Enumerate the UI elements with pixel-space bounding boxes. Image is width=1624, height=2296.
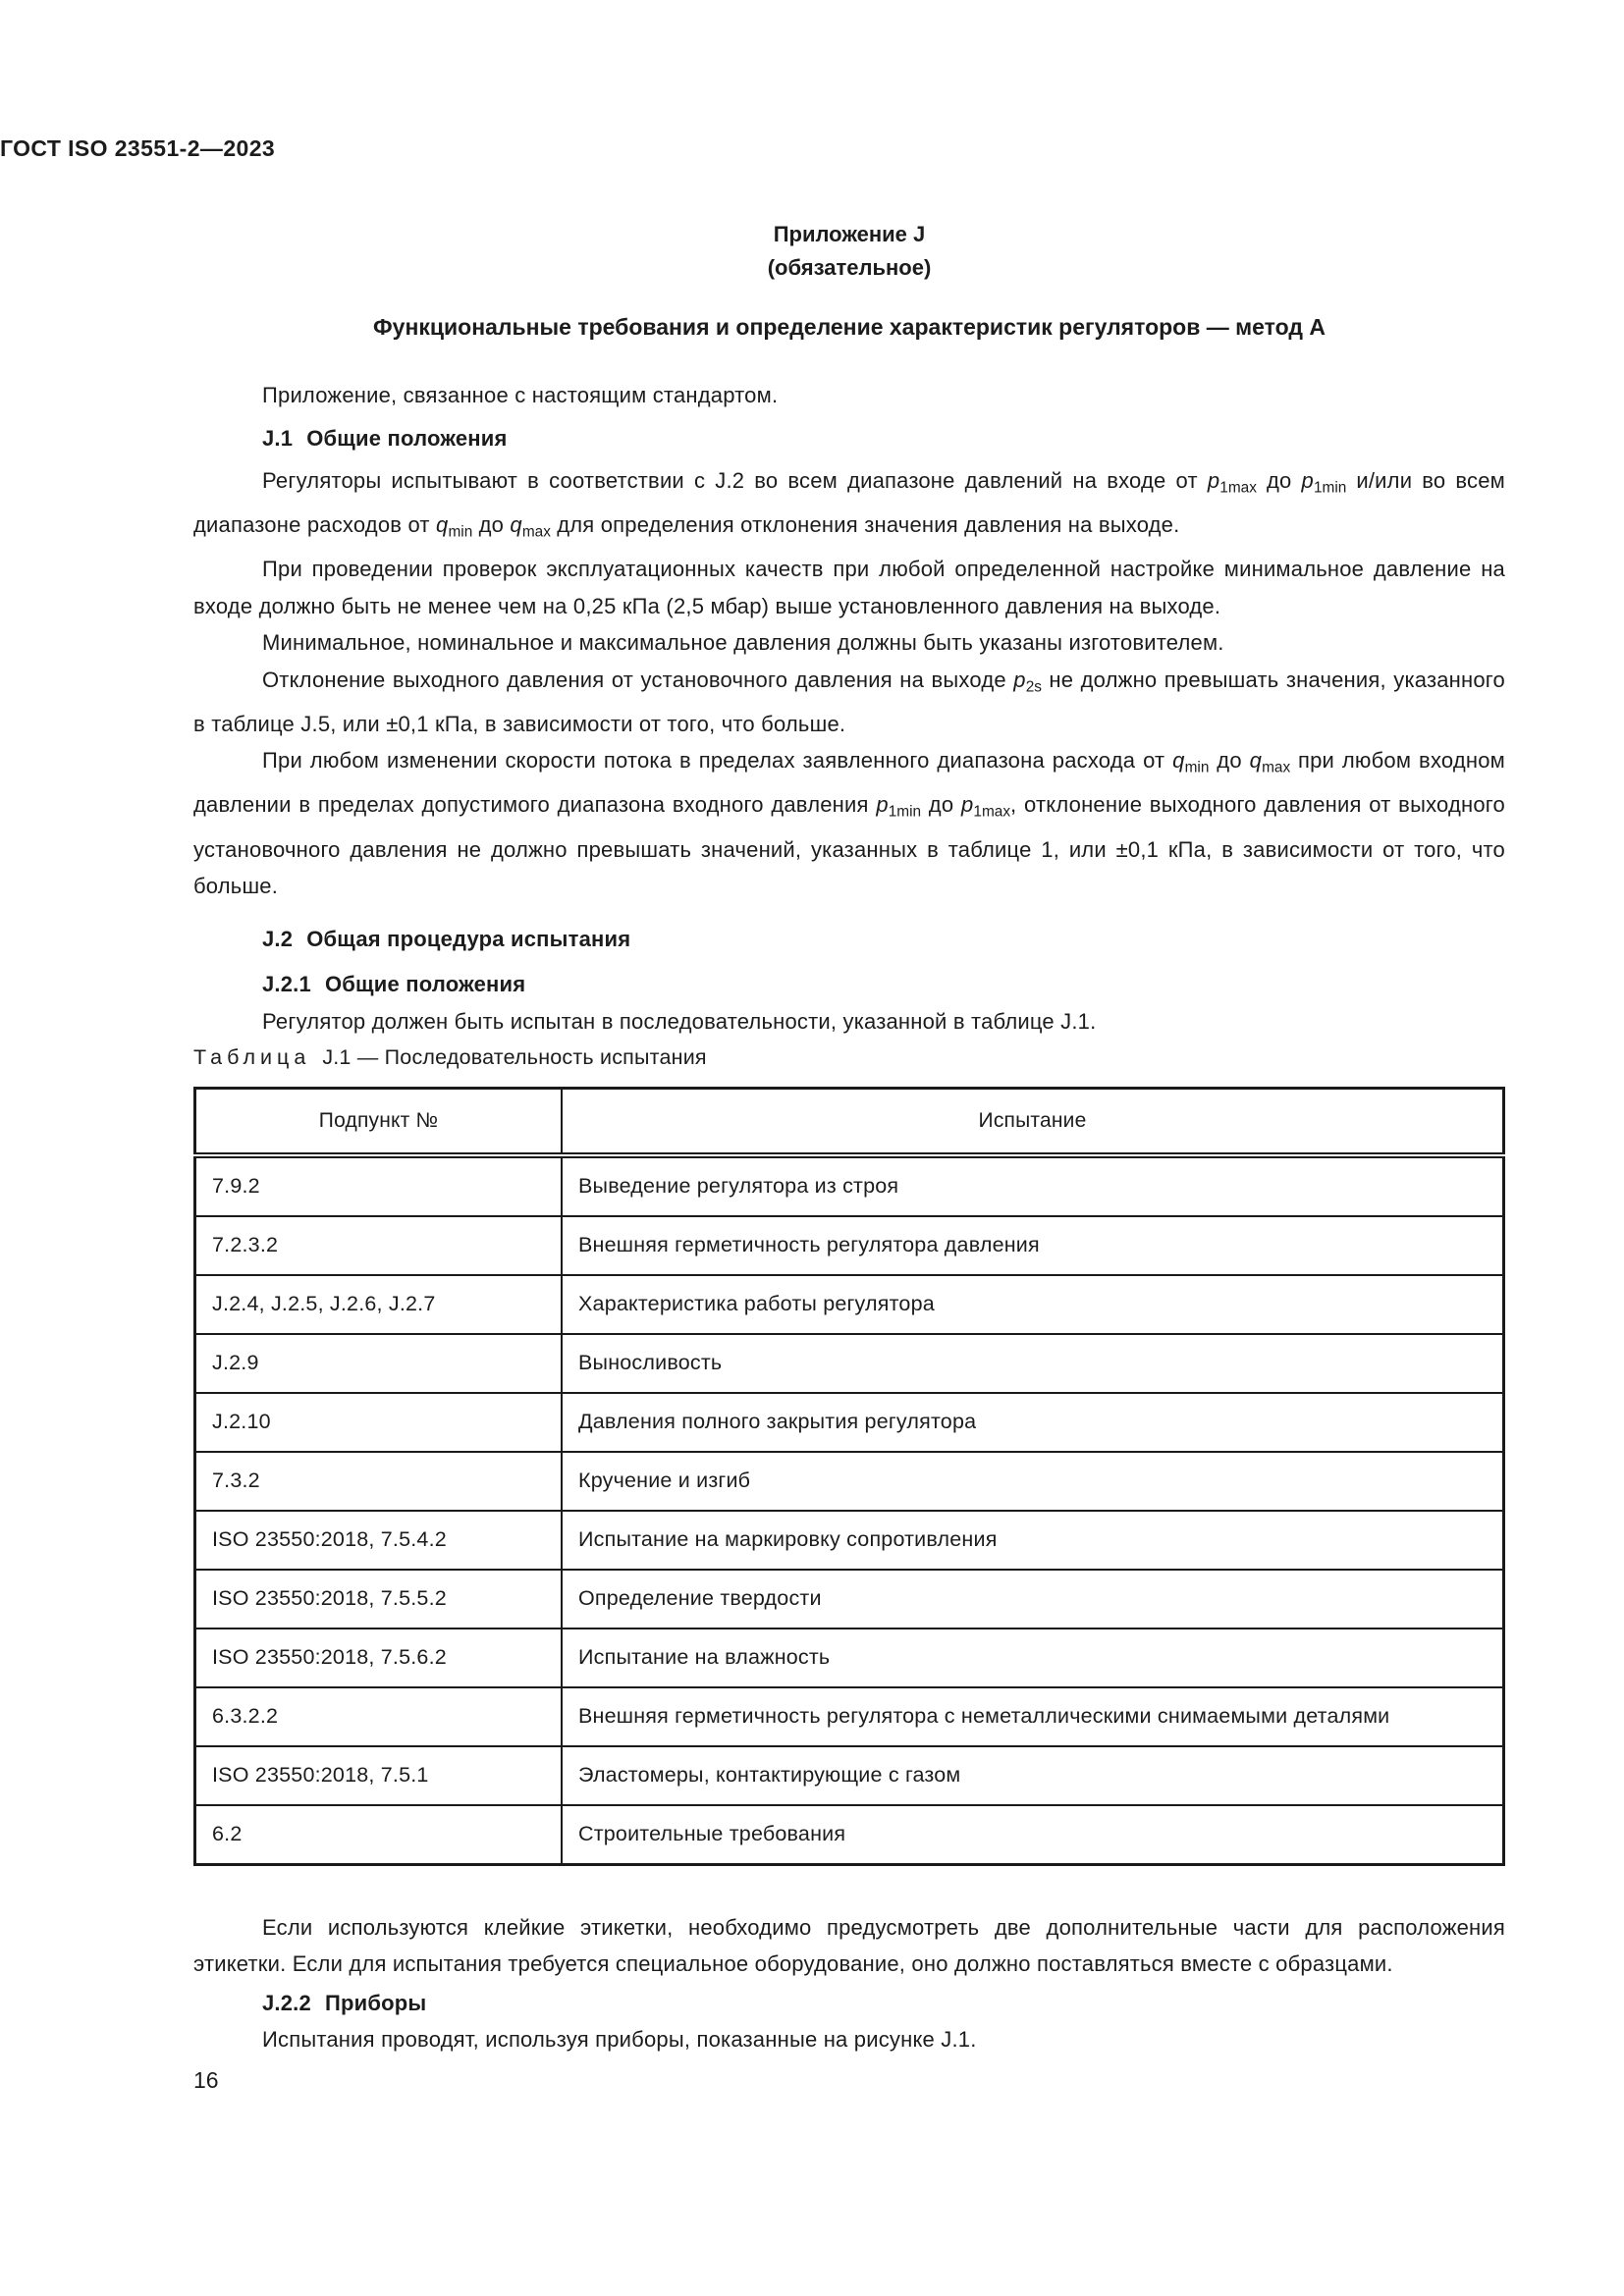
section-title: Общие положения: [306, 425, 508, 451]
test-cell: Определение твердости: [562, 1570, 1504, 1629]
test-cell: Эластомеры, контактирующие с газом: [562, 1746, 1504, 1805]
table-head: [195, 1088, 1504, 1155]
subclause-cell: J.2.9: [195, 1334, 563, 1393]
subclause-cell: 6.2: [195, 1805, 563, 1865]
paragraph-j22-1: Испытания проводят, используя приборы, показанные на рисунке J.1.: [262, 2027, 977, 2053]
table-row: [195, 1805, 1504, 1865]
subclause-cell: 7.3.2: [195, 1452, 563, 1511]
test-cell: Кручение и изгиб: [562, 1452, 1504, 1511]
annex-title: Функциональные требования и определение характеристик регуляторов — метод А: [373, 314, 1326, 340]
test-cell: Испытание на маркировку сопротивления: [562, 1511, 1504, 1570]
section-heading-j22: [193, 1985, 1505, 2022]
paragraph-j1-5: При любом изменении скорости потока в пределах заявленного диапазона расхода от $q_{min}$ до $q_{max}$ при любом входном давлении в пределах допустимого диапазона входного давления $p_{1min}$ до $p_{1max}$, отклонение выходного давления от выходного установочного давления не должно превышать значений, указанных в таблице 1, или ±0,1 кПа, в зависимости от того, что больше.: [193, 748, 1505, 899]
subclause-cell: J.2.4, J.2.5, J.2.6, J.2.7: [195, 1275, 563, 1334]
paragraph-j1-3: Минимальное, номинальное и максимальное давления должны быть указаны изготовителем.: [262, 630, 1224, 656]
test-cell: Характеристика работы регулятора: [562, 1275, 1504, 1334]
intro-paragraph: Приложение, связанное с настоящим стандартом.: [262, 383, 779, 407]
subclause-cell: 6.3.2.2: [195, 1687, 563, 1746]
table-row: [195, 1746, 1504, 1805]
table-row: [195, 1334, 1504, 1393]
column-header-test: Испытание: [562, 1088, 1504, 1155]
table-row: [195, 1570, 1504, 1629]
table-caption-text: J.1 — Последовательность испытания: [322, 1045, 707, 1070]
annex-heading: [193, 218, 1505, 285]
test-cell: Давления полного закрытия регулятора: [562, 1393, 1504, 1452]
annex-label: Приложение J: [773, 222, 926, 246]
table-row: [195, 1629, 1504, 1687]
test-cell: Испытание на влажность: [562, 1629, 1504, 1687]
table-row: [195, 1275, 1504, 1334]
paragraph-j1-2: При проведении проверок эксплуатационных качеств при любой определенной настройке минимальное давление на входе должно быть не менее чем на 0,25 кПа (2,5 мбар) выше установленного давления на выходе.: [193, 557, 1505, 618]
subclause-cell: ISO 23550:2018, 7.5.4.2: [195, 1511, 563, 1570]
section-heading-j2: [193, 921, 1505, 958]
running-head: ГОСТ ISO 23551-2—2023: [0, 135, 276, 161]
test-cell: Внешняя герметичность регулятора давления: [562, 1216, 1504, 1275]
table-row: [195, 1452, 1504, 1511]
paragraph-j1-1: Регуляторы испытывают в соответствии с J.2 во всем диапазоне давлений на входе от $p_{1max}$ до $p_{1min}$ и/или во всем диапазоне расходов от $q_{min}$ до $q_{max}$ для определения отклонения значения давления на выходе.: [193, 468, 1505, 541]
table-row: [195, 1155, 1504, 1216]
section-number: J.2.1: [262, 972, 311, 997]
annex-type: (обязательное): [767, 255, 932, 280]
table-row: [195, 1511, 1504, 1570]
subclause-cell: ISO 23550:2018, 7.5.5.2: [195, 1570, 563, 1629]
test-cell: Внешняя герметичность регулятора с неметаллическими снимаемыми деталями: [562, 1687, 1504, 1746]
subclause-cell: 7.9.2: [195, 1155, 563, 1216]
table-body: [195, 1155, 1504, 1865]
section-title: Приборы: [324, 1990, 427, 2015]
body-flow: [193, 377, 1505, 2058]
paragraph-labels: Если используются клейкие этикетки, необходимо предусмотреть две дополнительные части для расположения этикетки. Если для испытания требуется специальное оборудование, оно должно поставляться вместе с образцами.: [193, 1914, 1505, 1977]
subclause-cell: 7.2.3.2: [195, 1216, 563, 1275]
page-number: 16: [193, 2067, 219, 2093]
test-cell: Строительные требования: [562, 1805, 1504, 1865]
table-row: [195, 1687, 1504, 1746]
table-caption-label: Таблица: [193, 1045, 311, 1070]
test-cell: Выносливость: [562, 1334, 1504, 1393]
section-title: Общие положения: [324, 972, 526, 997]
table-header-row: [195, 1088, 1504, 1155]
table-caption: [193, 1040, 1505, 1077]
section-number: J.2: [262, 926, 294, 951]
subclause-cell: ISO 23550:2018, 7.5.6.2: [195, 1629, 563, 1687]
subclause-cell: J.2.10: [195, 1393, 563, 1452]
test-sequence-table: [193, 1087, 1505, 1866]
section-number: J.1: [262, 425, 294, 451]
section-heading-j1: [193, 420, 1505, 457]
column-header-subclause: Подпункт №: [195, 1088, 563, 1155]
paragraph-j1-4: Отклонение выходного давления от установочного давления на выходе $p_{2s}$ не должно превышать значения, указанного в таблице J.5, или ±0,1 кПа, в зависимости от того, что больше.: [193, 667, 1505, 736]
test-cell: Выведение регулятора из строя: [578, 1173, 899, 1198]
table-row: [195, 1216, 1504, 1275]
section-heading-j21: [193, 966, 1505, 1003]
table-row: [195, 1393, 1504, 1452]
section-title: Общая процедура испытания: [306, 926, 631, 951]
paragraph-j21-1: Регулятор должен быть испытан в последовательности, указанной в таблице J.1.: [262, 1008, 1097, 1034]
section-number: J.2.2: [262, 1990, 311, 2015]
subclause-cell: ISO 23550:2018, 7.5.1: [195, 1746, 563, 1805]
